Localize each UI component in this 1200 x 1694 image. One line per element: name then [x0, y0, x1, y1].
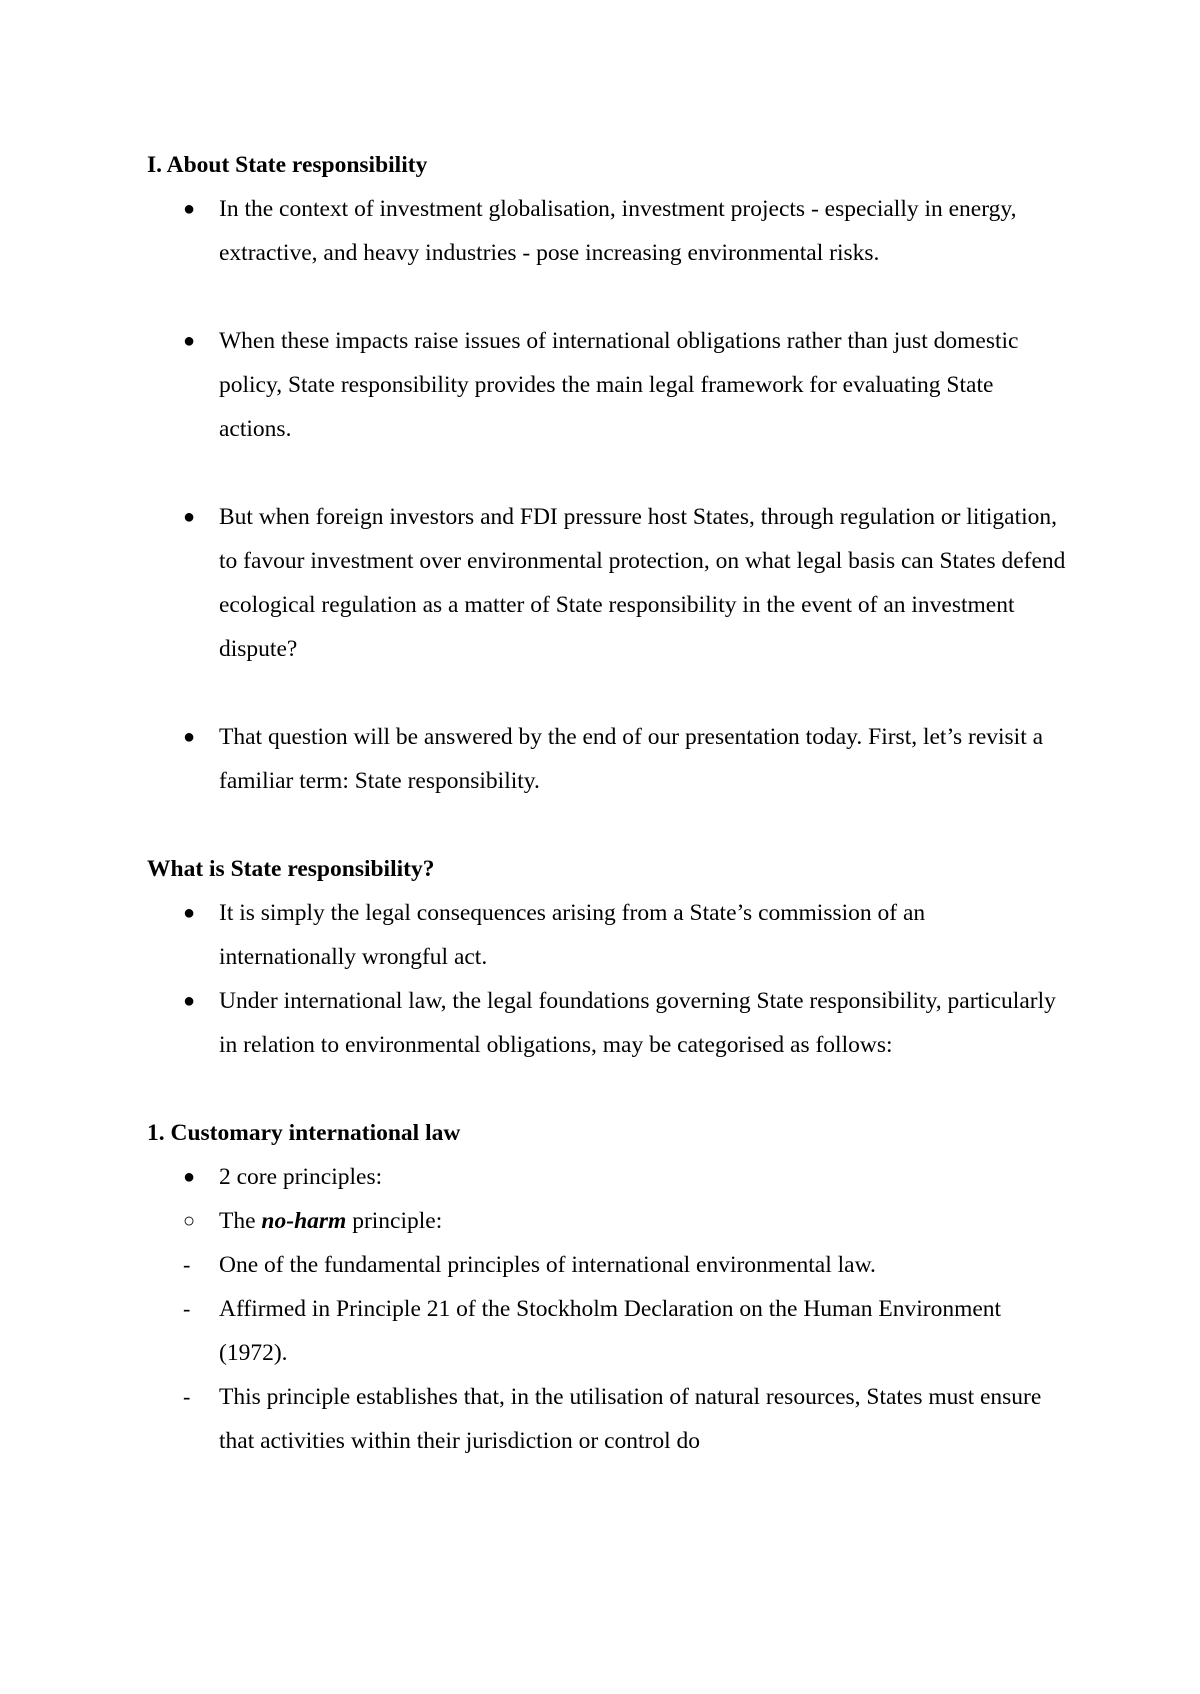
bullet-item [147, 495, 1067, 671]
document-body [147, 143, 1067, 1463]
dash-text: This principle establishes that, in the utilisation of natural resources, States must ensure that activities within their jurisdiction or control do [219, 1384, 1042, 1454]
bullet-item [147, 187, 1067, 275]
sub-bullet-prefix: The [219, 1208, 256, 1234]
section-heading-what-is-state-responsibility: What is State responsibility? [147, 856, 435, 882]
bullet-item [147, 1155, 1067, 1199]
bullet-marker: ● [183, 198, 196, 220]
bullet-marker: ● [183, 506, 196, 528]
section-heading-customary-international-law: 1. Customary international law [147, 1120, 461, 1146]
bullet-marker: ● [183, 1166, 196, 1188]
bullet-text: In the context of investment globalisation, investment projects - especially in energy, extractive, and heavy industries - pose increasing environmental risks. [219, 196, 1017, 266]
bullet-text: Under international law, the legal foundations governing State responsibility, particularly in relation to environmental obligations, may be categorised as follows: [219, 988, 1056, 1058]
sub-bullet-item [147, 1199, 1067, 1243]
paragraph-spacer [147, 671, 1067, 715]
bullet-text: 2 core principles: [219, 1164, 383, 1190]
dash-item [147, 1243, 1067, 1287]
paragraph-spacer [147, 451, 1067, 495]
bullet-marker: ● [183, 990, 196, 1012]
paragraph-spacer [147, 803, 1067, 847]
bullet-item [147, 891, 1067, 979]
bullet-item [147, 979, 1067, 1067]
bullet-item [147, 319, 1067, 451]
bullet-marker: ● [183, 726, 196, 748]
bullet-text: That question will be answered by the end of our presentation today. First, let’s revisit a familiar term: State responsibility. [219, 724, 1044, 794]
hollow-bullet-marker: ○ [183, 1210, 196, 1232]
section-heading-about-state-responsibility: I. About State responsibility [147, 152, 428, 178]
bullet-text: When these impacts raise issues of international obligations rather than just domestic policy, State responsibility provides the main legal framework for evaluating State actions. [219, 328, 1019, 442]
dash-item [147, 1287, 1067, 1375]
dash-marker: - [183, 1252, 191, 1277]
dash-text: Affirmed in Principle 21 of the Stockholm Declaration on the Human Environment (1972). [219, 1296, 1002, 1366]
paragraph-spacer [147, 1067, 1067, 1111]
dash-item [147, 1375, 1067, 1463]
dash-marker: - [183, 1296, 191, 1321]
bullet-text: It is simply the legal consequences arising from a State’s commission of an internationally wrongful act. [219, 900, 926, 970]
paragraph-spacer [147, 275, 1067, 319]
bullet-text: But when foreign investors and FDI pressure host States, through regulation or litigation, to favour investment over environmental protection, on what legal basis can States defend ecological regulation as a matter of State responsibility in the event of an investment dispute? [219, 504, 1066, 662]
no-harm-emphasis: no-harm [261, 1208, 347, 1234]
bullet-marker: ● [183, 902, 196, 924]
sub-bullet-suffix: principle: [352, 1208, 443, 1234]
dash-text: One of the fundamental principles of international environmental law. [219, 1252, 876, 1278]
bullet-item [147, 715, 1067, 803]
dash-marker: - [183, 1384, 191, 1409]
bullet-marker: ● [183, 330, 196, 352]
